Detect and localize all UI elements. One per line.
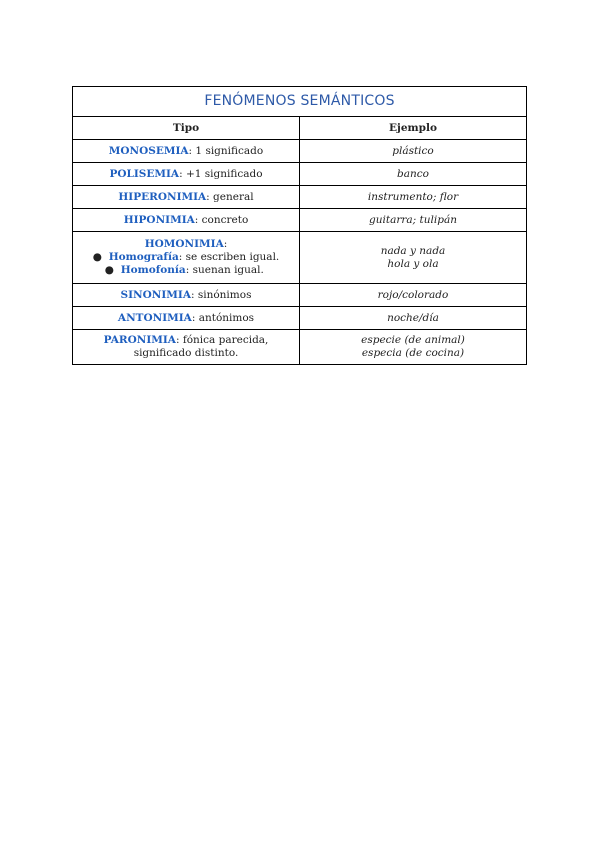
term-label: HIPERONIMIA [118, 190, 207, 203]
term-label: MONOSEMIA [108, 144, 189, 157]
bullet-icon: ● [104, 264, 114, 276]
tipo-cell [73, 232, 300, 284]
column-header-tipo: Tipo [73, 117, 300, 140]
bullet-icon: ● [92, 251, 102, 263]
term-description: : 1 significado [188, 144, 264, 157]
table-row [73, 186, 527, 209]
example-cell [300, 232, 527, 284]
term-description: : sinónimos [190, 288, 252, 301]
list-item [93, 264, 280, 277]
term-description: : general [206, 190, 254, 203]
example-line: nada y nada [380, 244, 446, 257]
table-row [73, 140, 527, 163]
term-label: HIPONIMIA [123, 213, 195, 226]
term-description: : fónica parecida, [175, 334, 269, 346]
table-row [73, 330, 527, 365]
example-cell: rojo/colorado [300, 284, 527, 307]
tipo-cell [73, 307, 300, 330]
term-label: ANTONIMIA [117, 311, 192, 324]
example-cell [300, 330, 527, 365]
example-cell: noche/día [300, 307, 527, 330]
term-description: : +1 significado [179, 167, 263, 180]
list-item [93, 251, 280, 264]
table-row [73, 284, 527, 307]
column-header-ejemplo: Ejemplo [300, 117, 527, 140]
semantic-phenomena-table [72, 86, 527, 365]
table-row [73, 209, 527, 232]
term-label: SINONIMIA [120, 288, 191, 301]
table-row [73, 163, 527, 186]
subterm-description: : suenan igual. [185, 264, 264, 276]
tipo-cell [73, 330, 300, 365]
table-row [73, 232, 527, 284]
subterm-label: Homofonía [120, 264, 186, 276]
example-cell: banco [300, 163, 527, 186]
paronimia-line-2: significado distinto. [133, 347, 239, 359]
example-line: especie (de animal) [361, 334, 465, 346]
term-description: : concreto [194, 213, 249, 226]
table-row [73, 307, 527, 330]
tipo-cell [73, 209, 300, 232]
example-cell: plástico [300, 140, 527, 163]
term-description: : antónimos [191, 311, 255, 324]
tipo-cell [73, 186, 300, 209]
subterm-label: Homografía [108, 251, 179, 263]
term-label: HOMONIMIA [144, 238, 224, 250]
subterm-description: : se escriben igual. [178, 251, 280, 263]
tipo-cell [73, 140, 300, 163]
homonimia-block [93, 238, 280, 277]
tipo-cell [73, 284, 300, 307]
example-cell: guitarra; tulipán [300, 209, 527, 232]
example-line: especia (de cocina) [361, 347, 465, 359]
tipo-cell [73, 163, 300, 186]
homonimia-heading [93, 238, 280, 251]
example-line: hola y ola [387, 257, 439, 270]
term-label: PARONIMIA [103, 334, 176, 346]
paronimia-line-1 [79, 334, 293, 347]
table-title: FENÓMENOS SEMÁNTICOS [73, 87, 527, 117]
term-label: POLISEMIA [109, 167, 180, 180]
example-cell: instrumento; flor [300, 186, 527, 209]
term-description: : [223, 238, 228, 250]
